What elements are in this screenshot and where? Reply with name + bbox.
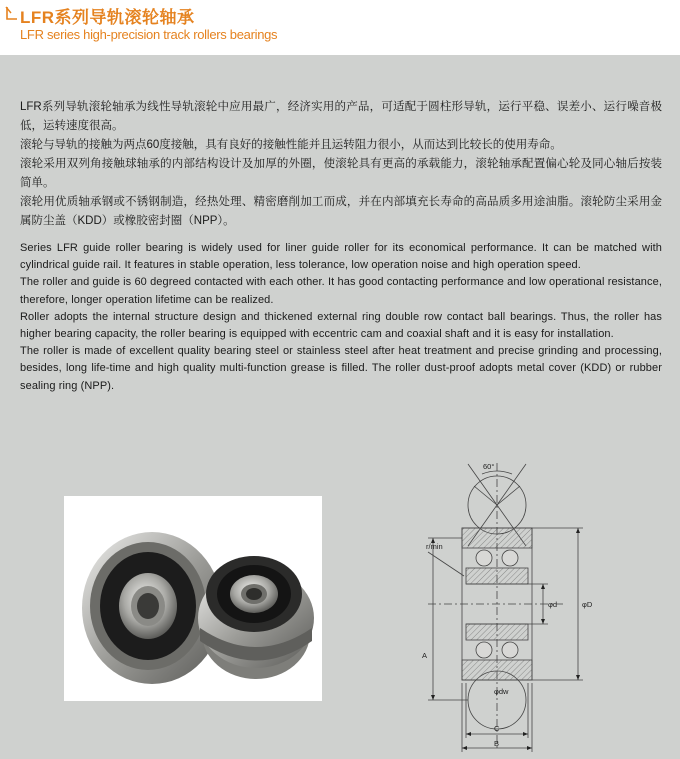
description-cn-paragraph: 滚轮采用双列角接触球轴承的内部结构设计及加厚的外圈，使滚轮具有更高的承载能力，滚轮轴承配置偏心轮及同心轴后按装简单。 xyxy=(20,158,662,189)
description-en xyxy=(20,240,662,395)
description-en-paragraph: Roller adopts the internal structure design and thickened external ring double row contact ball bearings. Thus, the roller has higher bearing capacity, the roller bearing is equipped with eccentric cam and coaxial shaft and it is easy for installation. xyxy=(20,310,662,341)
radius-label: r/min xyxy=(426,542,443,551)
description-en-paragraph: The roller is made of excellent quality bearing steel or stainless steel after heat treatment and precise grinding and processing, besides, long life-time and high quality multi-function grease is filled. The roller dust-proof adopts metal cover (KDD) or rubber sealing ring (NPP). xyxy=(20,345,662,392)
description-en-paragraph: The roller and guide is 60 degreed contacted with each other. It has good contacting performance and low operational resistance, therefore, longer operation lifetime can be realized. xyxy=(20,276,662,306)
page-header xyxy=(0,0,680,55)
bearing-right xyxy=(198,556,314,679)
angle-label: 60° xyxy=(483,462,495,471)
product-photo xyxy=(64,496,322,701)
outer-diameter-label: φD xyxy=(582,600,593,609)
description-cn-paragraph: LFR系列导轨滚轮轴承为线性导轨滚轮中应用最广，经济实用的产品，可适配于圆柱形导轨，运行平稳、误差小、运行噪音极低，运转速度很高。 xyxy=(20,101,662,132)
page-title-cn: LFR系列导轨滚轮轴承 xyxy=(20,8,195,27)
roller-bearings-image xyxy=(64,496,322,701)
description-cn xyxy=(20,98,662,231)
description-en-paragraph: Series LFR guide roller bearing is widely used for liner guide roller for its economical performance. It can be matched with cylindrical guide rail. It features in stable operation, less tolerance, low operation noise and high operation speed. xyxy=(20,242,662,272)
dimension-a-label: A xyxy=(422,651,428,660)
dimension-c-label: C xyxy=(494,724,500,733)
page-title-en: LFR series high-precision track rollers bearings xyxy=(20,27,278,42)
dimension-b-label: B xyxy=(494,739,500,748)
description-cn-paragraph: 滚轮用优质轴承钢或不锈钢制造，经热处理、精密磨削加工而成，并在内部填充长寿命的高品质多用途油脂。滚轮防尘采用金属防尘盖（KDD）或橡胶密封圈（NPP）。 xyxy=(20,196,662,227)
corner-arrow-icon xyxy=(4,4,18,22)
rail-diameter-label: φdw xyxy=(494,687,509,696)
inner-diameter-label: φd xyxy=(548,600,558,609)
description-cn-paragraph: 滚轮与导轨的接触为两点60度接触，具有良好的接触性能并且运转阻力很小，从而达到比较长的使用寿命。 xyxy=(20,139,562,151)
technical-drawing xyxy=(398,458,608,754)
